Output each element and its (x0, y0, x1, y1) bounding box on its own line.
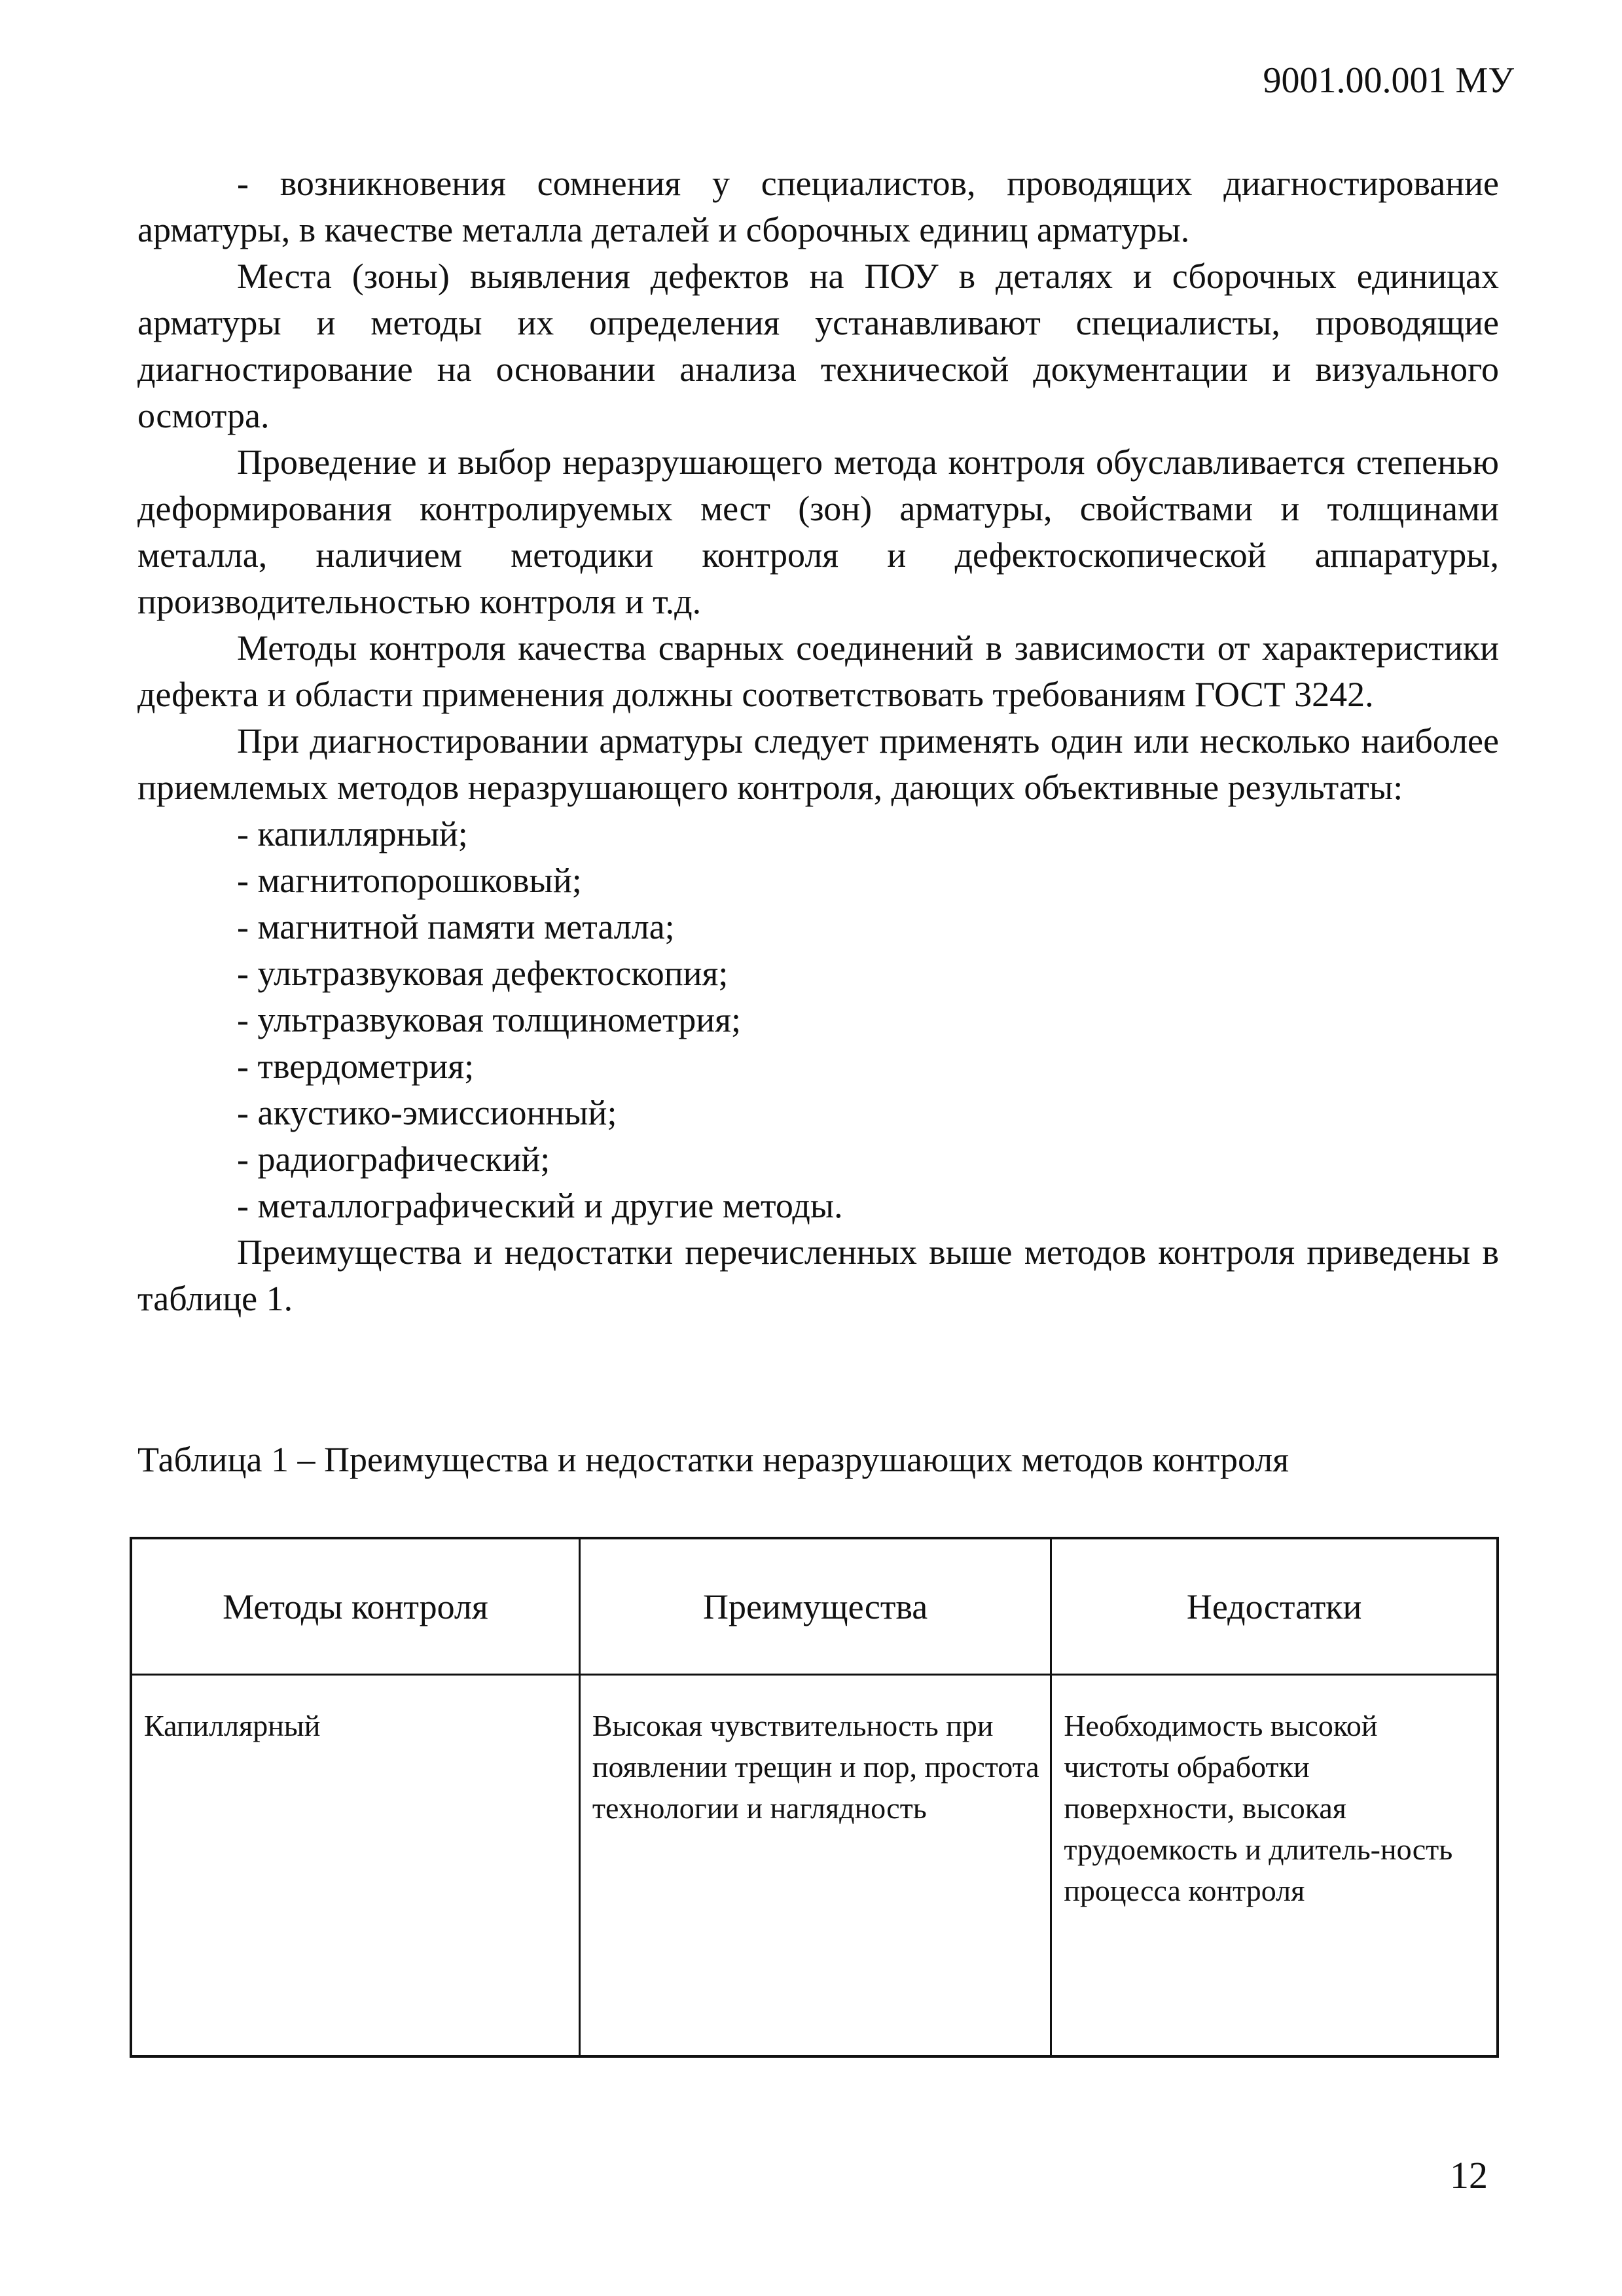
header-methods: Методы контроля (131, 1538, 579, 1675)
paragraph-doubts: - возникновения сомнения у специалистов, проводящих диагностирование арматуры, в качестве металла деталей и сборочных единиц арматуры. (137, 164, 1499, 249)
header-advantages: Преимущества (579, 1538, 1051, 1675)
cell-method: Капиллярный (131, 1675, 579, 2057)
paragraph-defect-zones: Места (зоны) выявления дефектов на ПОУ в деталях и сборочных единицах арматуры и методы их определения устанавливают специалисты, проводящие диагностирование на основании анализа технической документации и визуального осмотра. (137, 257, 1499, 435)
methods-list (137, 811, 1499, 1229)
document-code: 9001.00.001 МУ (1263, 60, 1514, 101)
cell-advantages: Высокая чувствительность при появлении трещин и пор, простота технологии и наглядность (579, 1675, 1051, 2057)
cell-disadvantages: Необходимость высокой чистоты обработки поверхности, высокая трудоемкость и длитель-ность процесса контроля (1051, 1675, 1498, 2057)
methods-table (130, 1537, 1499, 2058)
list-item: - ультразвуковая толщинометрия; (237, 1000, 742, 1039)
paragraph-method-choice: Проведение и выбор неразрушающего метода контроля обуславливается степенью деформирования контролируемых мест (зон) арматуры, свойствами и толщинами металла, наличием методики контроля и дефектоскопической аппаратуры, производительностью контроля и т.д. (137, 442, 1499, 621)
table-caption: Таблица 1 – Преимущества и недостатки неразрушающих методов контроля (137, 1440, 1289, 1479)
list-item: - радиографический; (237, 1139, 550, 1179)
list-item: - ультразвуковая дефектоскопия; (237, 954, 729, 993)
list-item: - магнитопорошковый; (237, 861, 582, 900)
list-item: - акустико-эмиссионный; (237, 1093, 617, 1132)
paragraph-table-reference: Преимущества и недостатки перечисленных выше методов контроля приведены в таблице 1. (137, 1232, 1499, 1318)
list-item: - магнитной памяти металла; (237, 907, 675, 946)
header-disadvantages: Недостатки (1051, 1538, 1498, 1675)
table-row (131, 1675, 1498, 2057)
list-item: - твердометрия; (237, 1047, 475, 1086)
paragraph-weld-quality: Методы контроля качества сварных соединений в зависимости от характеристики дефекта и области применения должны соответствовать требованиям ГОСТ 3242. (137, 628, 1499, 714)
table-header-row (131, 1538, 1498, 1675)
body-text (137, 160, 1499, 1322)
paragraph-methods-intro: При диагностировании арматуры следует применять один или несколько наиболее приемлемых методов неразрушающего контроля, дающих объективные результаты: (137, 721, 1499, 807)
page-number: 12 (1450, 2154, 1488, 2197)
list-item: - металлографический и другие методы. (237, 1186, 843, 1225)
list-item: - капиллярный; (237, 814, 468, 853)
